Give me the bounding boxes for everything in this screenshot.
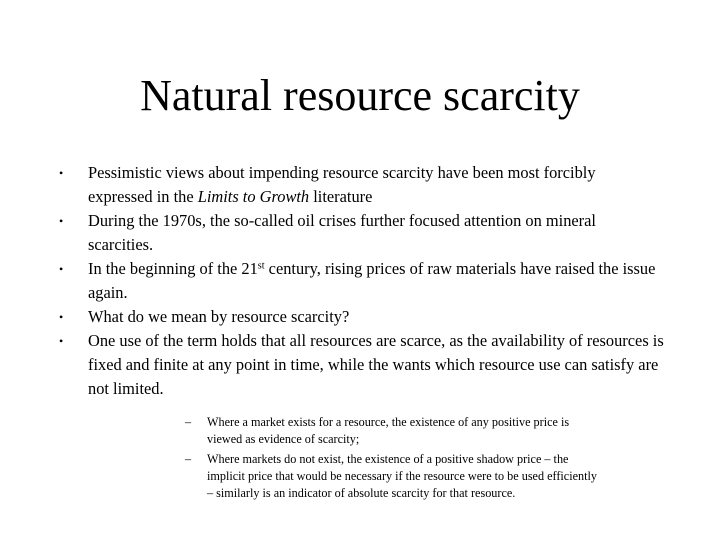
sub-bullet-marker: – [185,415,192,429]
bullet-text: literature [309,187,373,206]
sub-bullet-text: Where markets do not exist, the existence of a positive shadow price – the implicit price that would be necessary if the resource were to be used efficiently – similarly is an indicator of absolute scarcity for that resource. [207,452,597,500]
bullet-list [0,161,720,505]
sub-bullet-market-price [88,414,664,448]
bullet-marker: • [59,214,64,228]
slide-title: Natural resource scarcity [140,71,580,120]
bullet-text: During the 1970s, the so-called oil crises further focused attention on mineral scarcities. [88,211,596,254]
bullet-text: In the beginning of the 21 [88,259,258,278]
bullet-marker: • [59,166,64,180]
bullet-text: Pessimistic views about impending resource scarcity have been most forcibly expressed in the [88,163,596,206]
bullet-question [0,305,720,329]
bullet-definition [0,329,720,502]
sub-bullet-list [88,414,664,502]
bullet-text: What do we mean by resource scarcity? [88,307,350,326]
sub-bullet-shadow-price [88,451,664,502]
sub-bullet-marker: – [185,452,192,466]
bullet-21st-century [0,257,720,305]
bullet-oil-crises [0,209,720,257]
bullet-marker: • [59,334,64,348]
bullet-marker: • [59,310,64,324]
bullet-italic-text: Limits to Growth [197,187,310,206]
bullet-text: One use of the term holds that all resources are scarce, as the availability of resources is fixed and finite at any point in time, while the wants which resource use can satisfy are not limited. [88,331,664,398]
superscript-text: st [257,260,265,272]
bullet-text: century, rising prices of raw materials have raised the issue again. [88,259,656,302]
bullet-limits-to-growth [0,161,720,209]
sub-bullet-text: Where a market exists for a resource, the existence of any positive price is viewed as evidence of scarcity; [207,415,570,446]
bullet-marker: • [59,262,64,276]
